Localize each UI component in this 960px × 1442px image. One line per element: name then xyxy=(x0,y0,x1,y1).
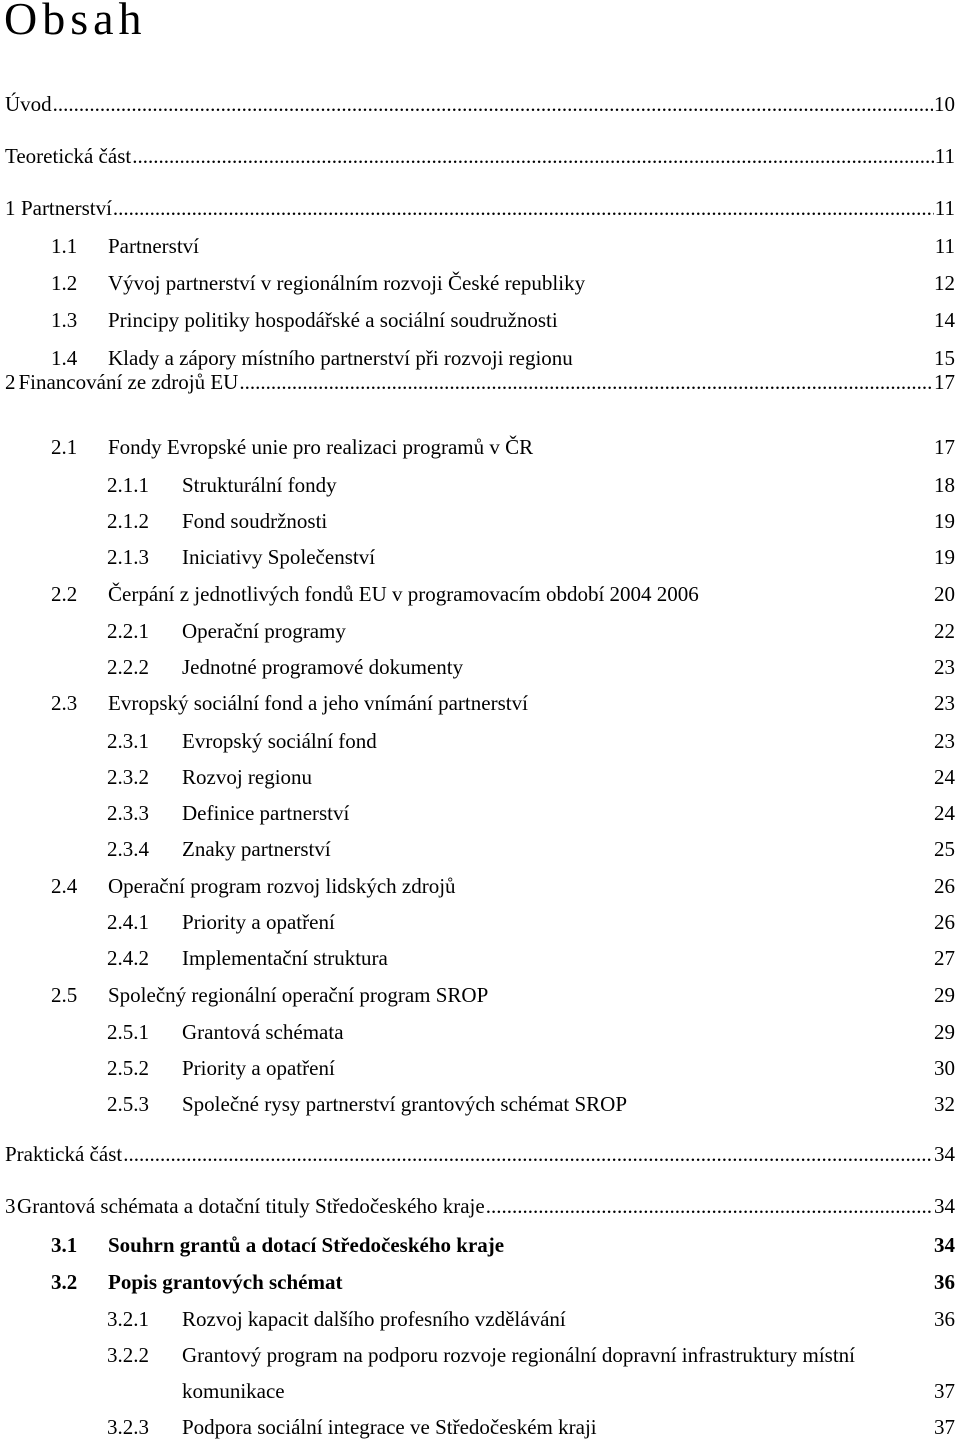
toc-entry-page: 14 xyxy=(934,308,955,332)
dot-leader xyxy=(113,198,934,219)
toc-entry[interactable] xyxy=(107,948,955,969)
toc-entry-label: Popis grantových schémat xyxy=(108,1270,343,1294)
toc-entry-page: 23 xyxy=(934,729,955,753)
toc-entry-label: Znaky partnerství xyxy=(182,837,331,861)
toc-entry-label: Čerpání z jednotlivých fondů EU v programovacím období 2004 2006 xyxy=(108,582,699,606)
toc-entry-label: Priority a opatření xyxy=(182,1056,335,1080)
toc-entry-number: 1.4 xyxy=(51,346,78,370)
toc-entry-number: 3.2.1 xyxy=(107,1307,149,1331)
toc-entry-number: 2.3.3 xyxy=(107,801,149,825)
toc-entry[interactable] xyxy=(107,1309,955,1330)
toc-entry-page: 12 xyxy=(934,271,955,295)
toc-entry-number: 2.3.4 xyxy=(107,837,149,861)
toc-entry-number: 3.2.2 xyxy=(107,1343,149,1367)
toc-entry-number: 3.2.3 xyxy=(107,1415,149,1439)
toc-entry[interactable] xyxy=(51,273,955,294)
toc-entry[interactable] xyxy=(51,310,955,331)
toc-entry-label: Grantový program na podporu rozvoje regionální dopravní infrastruktury místní xyxy=(182,1343,856,1367)
toc-entry-page: 37 xyxy=(934,1415,955,1439)
toc-entry[interactable] xyxy=(107,1058,955,1079)
toc-entry-label: Vývoj partnerství v regionálním rozvoji České republiky xyxy=(108,271,586,295)
toc-entry-label: Úvod xyxy=(5,92,52,116)
toc-entry[interactable] xyxy=(51,584,955,605)
toc-entry[interactable] xyxy=(51,437,955,458)
toc-entry-number: 3.1 xyxy=(51,1233,78,1257)
toc-entry-label: Evropský sociální fond a jeho vnímání partnerství xyxy=(108,691,528,715)
toc-entry-number: 2.4.1 xyxy=(107,910,149,934)
page-title: Obsah xyxy=(4,0,147,44)
toc-entry-page: 11 xyxy=(934,196,955,220)
toc-entry[interactable] xyxy=(5,1196,955,1217)
toc-entry[interactable] xyxy=(5,94,955,115)
toc-entry-page: 24 xyxy=(934,801,955,825)
toc-entry-label: Podpora sociální integrace ve Středočeském kraji xyxy=(182,1415,597,1439)
toc-entry-page: 27 xyxy=(934,946,955,970)
toc-entry[interactable] xyxy=(107,511,955,532)
toc-entry-number: 2.2.1 xyxy=(107,619,149,643)
toc-entry-page: 18 xyxy=(934,473,955,497)
toc-entry-label: Operační program rozvoj lidských zdrojů xyxy=(108,874,456,898)
toc-entry-label: Definice partnerství xyxy=(182,801,350,825)
toc-entry-page: 36 xyxy=(934,1307,955,1331)
toc-entry-number: 1 xyxy=(5,196,16,220)
toc-entry-label: Strukturální fondy xyxy=(182,473,337,497)
toc-entry-page: 17 xyxy=(934,370,955,394)
toc-entry-label: Implementační struktura xyxy=(182,946,388,970)
toc-entry-page: 32 xyxy=(934,1092,955,1116)
toc-entry[interactable] xyxy=(51,693,955,714)
toc-entry[interactable] xyxy=(107,621,955,642)
toc-entry[interactable] xyxy=(5,372,955,393)
toc-entry-label: Praktická část xyxy=(5,1142,123,1166)
dot-leader xyxy=(132,146,934,167)
toc-entry-label: Financování ze zdrojů EU xyxy=(18,370,239,394)
toc-entry-label: Jednotné programové dokumenty xyxy=(182,655,464,679)
toc-entry-number: 2 xyxy=(5,370,16,394)
toc-entry-page: 24 xyxy=(934,765,955,789)
toc-entry-number: 2.2.2 xyxy=(107,655,149,679)
toc-entry-number: 2.4.2 xyxy=(107,946,149,970)
toc-entry[interactable] xyxy=(107,1094,955,1115)
toc-entry-page: 10 xyxy=(934,92,955,116)
toc-entry-continuation[interactable] xyxy=(107,1381,955,1402)
toc-entry-label: Operační programy xyxy=(182,619,346,643)
toc-entry-number: 2.5 xyxy=(51,983,78,1007)
toc-entry[interactable] xyxy=(5,198,955,219)
toc-entry-number: 2.3.1 xyxy=(107,729,149,753)
toc-entry[interactable] xyxy=(107,475,955,496)
toc-entry[interactable] xyxy=(107,657,955,678)
toc-entry-label: Teoretická část xyxy=(5,144,132,168)
toc-entry-label: Fond soudržnosti xyxy=(182,509,328,533)
toc-entry-label: Klady a zápory místního partnerství při rozvoji regionu xyxy=(108,346,573,370)
toc-entry-label: Fondy Evropské unie pro realizaci programů v ČR xyxy=(108,435,534,459)
toc-entry[interactable] xyxy=(51,985,955,1006)
toc-entry-page: 30 xyxy=(934,1056,955,1080)
toc-entry-number: 2.1 xyxy=(51,435,78,459)
toc-entry[interactable] xyxy=(107,1345,955,1366)
toc-entry-label: Společné rysy partnerství grantových schémat SROP xyxy=(182,1092,627,1116)
toc-entry[interactable] xyxy=(107,839,955,860)
dot-leader xyxy=(239,372,933,393)
toc-entry-page: 19 xyxy=(934,509,955,533)
toc-entry-number: 1.3 xyxy=(51,308,78,332)
toc-entry-page: 26 xyxy=(934,874,955,898)
toc-entry-number: 2.5.3 xyxy=(107,1092,149,1116)
dot-leader xyxy=(123,1144,933,1165)
toc-entry-page: 37 xyxy=(934,1379,955,1403)
toc-entry-page: 20 xyxy=(934,582,955,606)
dot-leader xyxy=(486,1196,933,1217)
toc-entry[interactable] xyxy=(107,731,955,752)
toc-entry[interactable] xyxy=(107,803,955,824)
toc-entry-label: Společný regionální operační program SROP xyxy=(108,983,489,1007)
toc-entry-page: 34 xyxy=(934,1142,955,1166)
toc-entry[interactable] xyxy=(107,547,955,568)
toc-entry-label: Priority a opatření xyxy=(182,910,335,934)
toc-entry[interactable] xyxy=(107,1417,955,1438)
toc-entry[interactable] xyxy=(5,1144,955,1165)
toc-entry[interactable] xyxy=(51,876,955,897)
toc-entry[interactable] xyxy=(107,767,955,788)
toc-entry-label-continued: komunikace xyxy=(182,1379,285,1403)
toc-entry-number: 3 xyxy=(5,1194,16,1218)
toc-entry-number: 1.1 xyxy=(51,234,78,258)
toc-entry-label: Rozvoj regionu xyxy=(182,765,313,789)
toc-entry-page: 17 xyxy=(934,435,955,459)
toc-entry[interactable] xyxy=(107,912,955,933)
toc-entry-number: 2.3.2 xyxy=(107,765,149,789)
toc-entry-number: 2.1.1 xyxy=(107,473,149,497)
toc-entry-page: 29 xyxy=(934,1020,955,1044)
toc-entry-page: 26 xyxy=(934,910,955,934)
toc-entry-page: 19 xyxy=(934,545,955,569)
toc-entry-page: 11 xyxy=(934,144,955,168)
toc-entry-number: 2.1.3 xyxy=(107,545,149,569)
toc-entry-page: 23 xyxy=(934,691,955,715)
toc-entry-number: 2.3 xyxy=(51,691,78,715)
toc-entry-label: Grantová schémata xyxy=(182,1020,344,1044)
toc-entry[interactable] xyxy=(107,1022,955,1043)
dot-leader xyxy=(53,94,933,115)
toc-entry-number: 2.5.1 xyxy=(107,1020,149,1044)
toc-entry-number: 2.1.2 xyxy=(107,509,149,533)
toc-entry-page: 11 xyxy=(934,234,955,258)
toc-entry-label: Souhrn grantů a dotací Středočeského kraje xyxy=(108,1233,505,1257)
toc-entry[interactable] xyxy=(5,146,955,167)
toc-entry-number: 2.2 xyxy=(51,582,78,606)
toc-entry-label: Partnerství xyxy=(20,196,112,220)
toc-entry-page: 29 xyxy=(934,983,955,1007)
toc-entry-number: 2.5.2 xyxy=(107,1056,149,1080)
toc-entry-page: 23 xyxy=(934,655,955,679)
toc-entry-page: 25 xyxy=(934,837,955,861)
toc-entry[interactable] xyxy=(51,1272,955,1293)
toc-entry-page: 36 xyxy=(934,1270,955,1294)
toc-entry-page: 34 xyxy=(934,1233,955,1257)
toc-entry-label: Grantová schémata a dotační tituly Středočeského kraje xyxy=(17,1194,485,1218)
toc-entry[interactable] xyxy=(51,1235,955,1256)
toc-entry-label: Iniciativy Společenství xyxy=(182,545,376,569)
toc-entry-label: Principy politiky hospodářské a sociální soudružnosti xyxy=(108,308,558,332)
toc-entry-page: 22 xyxy=(934,619,955,643)
toc-entry-number: 1.2 xyxy=(51,271,78,295)
toc-entry-page: 34 xyxy=(934,1194,955,1218)
toc-entry[interactable] xyxy=(51,348,955,369)
toc-entry-label: Evropský sociální fond xyxy=(182,729,377,753)
toc-entry-label: Rozvoj kapacit dalšího profesního vzdělávání xyxy=(182,1307,566,1331)
toc-entry-label: Partnerství xyxy=(108,234,199,258)
toc-entry-number: 3.2 xyxy=(51,1270,78,1294)
toc-entry[interactable] xyxy=(51,236,955,257)
toc-entry-number: 2.4 xyxy=(51,874,78,898)
toc-entry-page: 15 xyxy=(934,346,955,370)
